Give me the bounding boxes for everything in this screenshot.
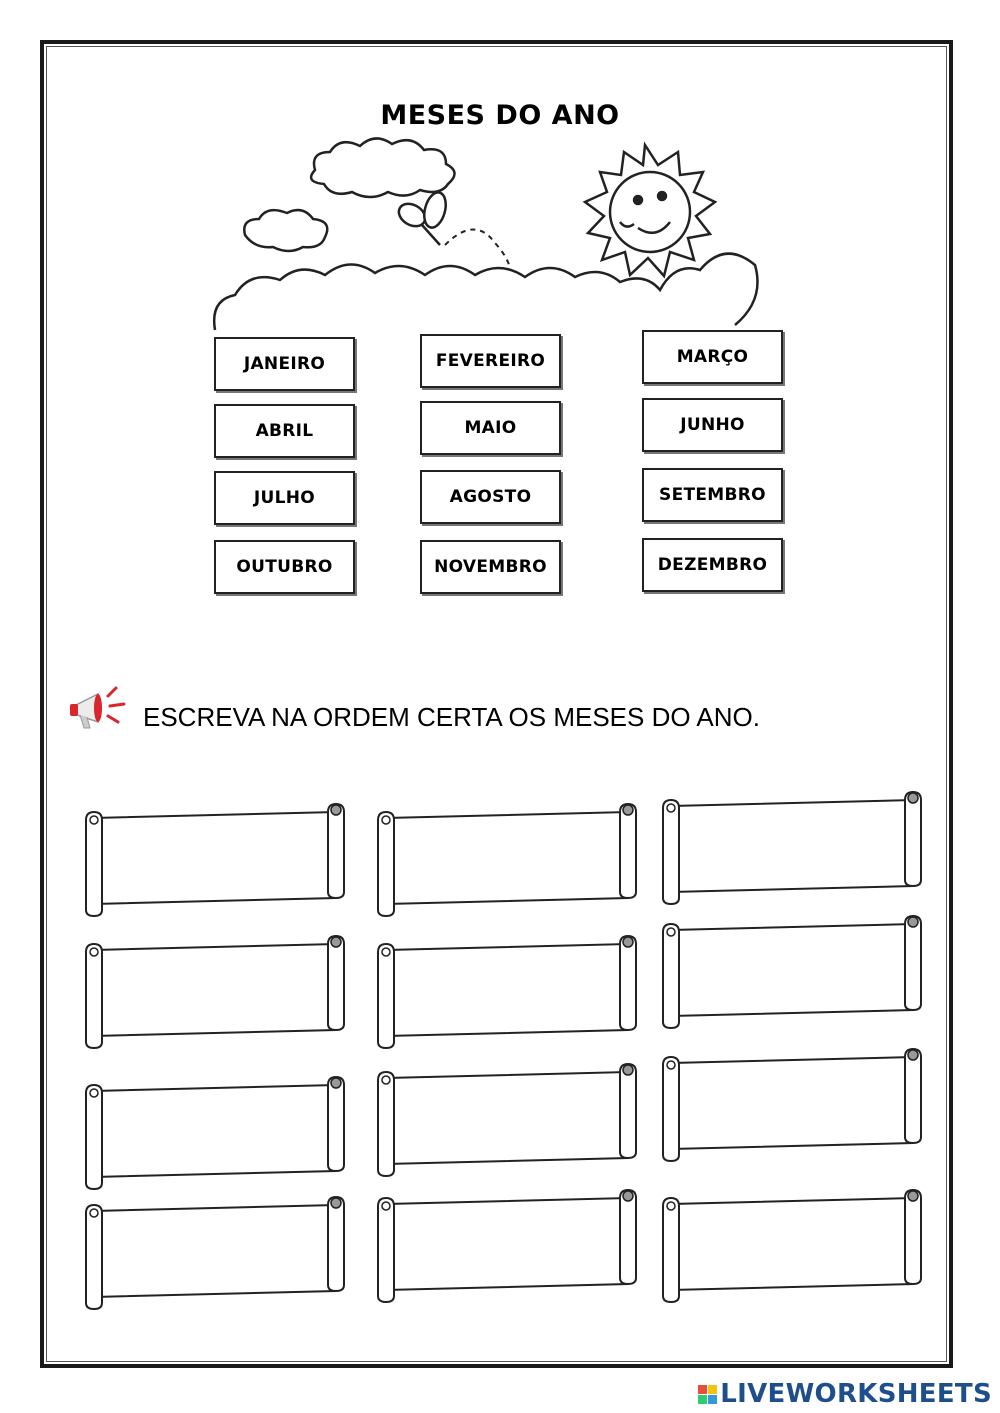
month-card: AGOSTO: [420, 470, 561, 524]
instruction-text: ESCREVA NA ORDEM CERTA OS MESES DO ANO.: [143, 702, 760, 732]
answer-scroll-field[interactable]: [370, 1186, 640, 1311]
month-card: ABRIL: [214, 404, 355, 458]
logo-text: LIVEWORKSHEETS: [720, 1379, 992, 1409]
answer-scroll-field[interactable]: [655, 788, 925, 913]
header-illustration: [200, 130, 800, 340]
month-card: FEVEREIRO: [420, 334, 561, 388]
answer-scroll-field[interactable]: [655, 912, 925, 1037]
sun-illustration: [585, 145, 715, 276]
month-card: JUNHO: [642, 398, 783, 452]
footer-logo: [698, 1379, 992, 1409]
month-card: MAIO: [420, 401, 561, 455]
month-card: OUTUBRO: [214, 540, 355, 594]
answer-scroll-field[interactable]: [78, 1193, 348, 1318]
month-card: JANEIRO: [214, 337, 355, 391]
butterfly-illustration: [395, 190, 449, 245]
answer-scroll-field[interactable]: [370, 932, 640, 1057]
month-card: SETEMBRO: [642, 468, 783, 522]
answer-scroll-field[interactable]: [78, 800, 348, 925]
answer-scroll-field[interactable]: [370, 800, 640, 925]
month-card: JULHO: [214, 471, 355, 525]
cloud-illustration: [244, 210, 327, 251]
logo-icon: [698, 1385, 717, 1404]
month-card: DEZEMBRO: [642, 538, 783, 592]
answer-scroll-field[interactable]: [655, 1045, 925, 1170]
worksheet-title: MESES DO ANO: [380, 100, 620, 131]
answer-scroll-field[interactable]: [78, 1073, 348, 1198]
megaphone-icon: [68, 684, 128, 734]
answer-scroll-field[interactable]: [78, 932, 348, 1057]
month-card: MARÇO: [642, 330, 783, 384]
answer-scroll-field[interactable]: [370, 1060, 640, 1185]
answer-scroll-field[interactable]: [655, 1186, 925, 1311]
cloud-illustration: [311, 138, 454, 197]
month-card: NOVEMBRO: [420, 540, 561, 594]
cloud-illustration: [214, 254, 757, 330]
